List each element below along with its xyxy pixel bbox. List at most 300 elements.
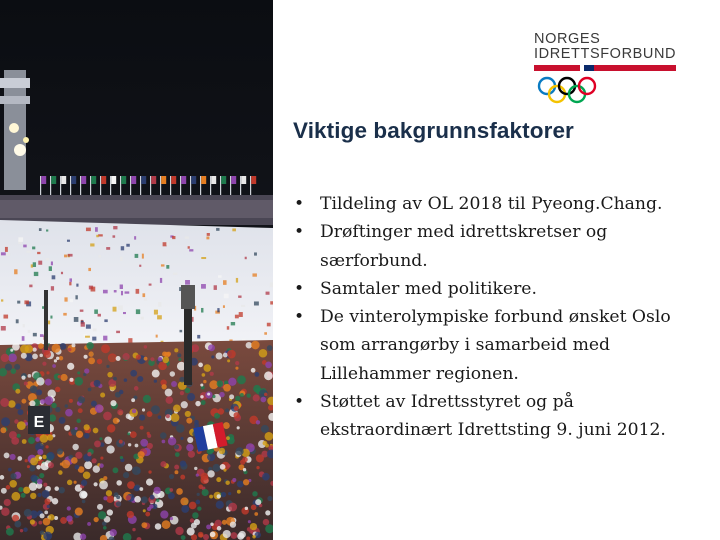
- crowd-person: [219, 448, 225, 454]
- crowd-person: [124, 378, 128, 382]
- flag: [221, 176, 226, 184]
- athlete-mark: [188, 246, 190, 248]
- flag: [241, 176, 246, 184]
- crowd-person: [196, 500, 201, 505]
- flag: [231, 176, 236, 184]
- athlete-mark: [121, 246, 124, 250]
- crowd-person: [228, 503, 237, 512]
- athlete-mark: [144, 298, 147, 300]
- crowd-person: [35, 437, 40, 442]
- crowd-person: [216, 501, 224, 509]
- crowd-person: [1, 488, 7, 494]
- crowd-person: [72, 444, 78, 450]
- athlete-mark: [49, 266, 52, 271]
- athlete-mark: [81, 322, 85, 327]
- crowd-person: [228, 378, 236, 386]
- crowd-person: [251, 504, 257, 510]
- bullet-text: Samtaler med politikere.: [320, 278, 537, 299]
- athlete-mark: [68, 254, 73, 257]
- crowd-person: [189, 502, 197, 510]
- crowd-person: [188, 451, 195, 458]
- athlete-mark: [224, 294, 229, 299]
- crowd-person: [81, 480, 87, 486]
- athlete-mark: [26, 250, 30, 252]
- athlete-mark: [160, 278, 162, 283]
- crowd-person: [170, 517, 173, 520]
- athlete-mark: [266, 292, 270, 295]
- crowd-person: [58, 375, 62, 379]
- crowd-person: [225, 408, 229, 412]
- flag-pole: [80, 176, 81, 198]
- crowd-person: [181, 505, 189, 513]
- ceremony-photo: [0, 0, 273, 540]
- flag: [61, 176, 66, 184]
- olympic-rings-icon: [537, 76, 599, 106]
- crowd-person: [39, 354, 43, 358]
- athlete-mark: [154, 310, 158, 315]
- crowd-person: [155, 523, 162, 530]
- crowd-person: [161, 384, 166, 389]
- crowd-person: [162, 351, 167, 356]
- flag-pole: [180, 176, 181, 198]
- crowd-person: [107, 372, 112, 377]
- crowd-person: [104, 436, 112, 444]
- crowd-person: [236, 447, 244, 455]
- athlete-mark: [232, 228, 236, 231]
- crowd-person: [15, 403, 21, 409]
- athlete-mark: [74, 317, 79, 322]
- crowd-person: [55, 407, 60, 412]
- crowd-person: [83, 472, 91, 480]
- athlete-mark: [86, 228, 91, 232]
- athlete-mark: [114, 290, 117, 292]
- crowd-person: [75, 427, 78, 430]
- crowd-person: [186, 444, 193, 451]
- crowd-person: [28, 437, 35, 444]
- athlete-mark: [106, 247, 110, 250]
- athlete-mark: [185, 280, 190, 285]
- flag: [121, 176, 126, 184]
- crowd-person: [154, 379, 157, 382]
- crowd-person: [265, 510, 270, 515]
- flag: [151, 176, 156, 184]
- crowd-person: [204, 364, 212, 372]
- flag-pole: [190, 176, 191, 198]
- crowd-person: [14, 521, 21, 528]
- crowd-person: [132, 528, 135, 531]
- crowd-person: [237, 426, 240, 429]
- crowd-person: [114, 492, 119, 497]
- slide-title: Viktige bakgrunnsfaktorer: [293, 118, 574, 143]
- crowd-person: [1, 417, 10, 426]
- crowd-person: [135, 444, 139, 448]
- crowd-person: [43, 532, 52, 540]
- crowd-person: [223, 353, 228, 358]
- crowd-person: [174, 444, 179, 449]
- athlete-mark: [32, 247, 35, 250]
- crowd-person: [4, 452, 10, 458]
- athlete-mark: [231, 322, 235, 325]
- crowd-person: [263, 519, 269, 525]
- crowd-person: [143, 509, 146, 512]
- crowd-person: [217, 494, 221, 498]
- crowd-person: [113, 377, 117, 381]
- crowd-person: [191, 344, 199, 352]
- crowd-person: [228, 492, 231, 495]
- athlete-mark: [126, 244, 129, 247]
- crowd-person: [123, 353, 130, 360]
- athlete-mark: [103, 290, 108, 294]
- crowd-person: [197, 506, 201, 510]
- crowd-person: [54, 486, 58, 490]
- athlete-mark: [214, 285, 217, 290]
- crowd-person: [235, 367, 238, 370]
- crowd-person: [263, 441, 268, 446]
- crowd-person: [251, 368, 256, 373]
- crowd-person: [36, 377, 44, 385]
- crowd-person: [74, 465, 79, 470]
- bullet-item: [294, 388, 704, 445]
- bullet-item: [294, 190, 704, 218]
- crowd-person: [255, 499, 261, 505]
- crowd-person: [180, 391, 184, 395]
- crowd-person: [206, 524, 211, 529]
- athlete-mark: [163, 242, 167, 246]
- crowd-person: [175, 527, 183, 535]
- athlete-mark: [201, 257, 206, 259]
- athlete-mark: [37, 252, 40, 254]
- crowd-person: [20, 529, 23, 532]
- crowd-person: [141, 496, 148, 503]
- flag-pole: [240, 176, 241, 198]
- crowd-person: [60, 343, 67, 350]
- flag: [201, 176, 206, 184]
- flag: [251, 176, 256, 184]
- athlete-mark: [207, 233, 210, 236]
- athlete-mark: [217, 308, 219, 312]
- crowd-person: [162, 520, 171, 529]
- athlete-mark: [128, 338, 132, 343]
- athlete-mark: [116, 331, 120, 333]
- crowd-person: [202, 489, 209, 496]
- flag: [131, 176, 136, 184]
- crowd-person: [44, 396, 53, 405]
- crowd-person: [173, 405, 181, 413]
- crowd-person: [200, 395, 203, 398]
- athlete-mark: [33, 262, 36, 267]
- crowd-person: [170, 371, 175, 376]
- crowd-person: [27, 465, 30, 468]
- logo-text-line2: IDRETTSFORBUND: [534, 46, 677, 62]
- crowd-person: [8, 468, 12, 472]
- crowd-person: [51, 403, 56, 408]
- athlete-mark: [94, 309, 98, 313]
- athlete-mark: [125, 291, 130, 293]
- flag-pole: [140, 176, 141, 198]
- crowd-person: [194, 467, 197, 470]
- crowd-person: [180, 437, 183, 440]
- crowd-person: [30, 385, 38, 393]
- crowd-person: [22, 439, 27, 444]
- crowd-person: [264, 371, 273, 380]
- crowd-person: [11, 492, 20, 501]
- crowd-person: [147, 411, 153, 417]
- crowd-person: [175, 452, 180, 457]
- athlete-mark: [61, 272, 63, 274]
- crowd-person: [245, 507, 248, 510]
- athlete-mark: [90, 243, 94, 246]
- flag-pole: [50, 176, 51, 198]
- athlete-mark: [75, 295, 77, 299]
- crowd-person: [231, 532, 238, 539]
- crowd-person: [227, 359, 230, 362]
- crowd-person: [42, 490, 50, 498]
- flag-pole: [170, 176, 171, 198]
- bullet-dot: •: [294, 222, 305, 243]
- athlete-mark: [22, 336, 25, 341]
- athlete-mark: [254, 301, 259, 305]
- crowd-person: [195, 401, 200, 406]
- crowd-person: [221, 492, 226, 497]
- crowd-person: [17, 434, 21, 438]
- crowd-person: [112, 467, 118, 473]
- athlete-mark: [236, 278, 238, 283]
- crowd-person: [30, 493, 36, 499]
- crowd-person: [59, 487, 65, 493]
- athlete-mark: [180, 330, 183, 332]
- crowd-person: [39, 456, 42, 459]
- crowd-person: [243, 479, 249, 485]
- athlete-mark: [1, 326, 6, 331]
- crowd-person: [43, 518, 51, 526]
- crowd-person: [106, 490, 112, 496]
- crowd-person: [97, 359, 103, 365]
- crowd-person: [259, 349, 268, 358]
- crowd-person: [72, 343, 76, 347]
- crowd-person: [201, 473, 209, 481]
- crowd-person: [78, 396, 85, 403]
- flag: [111, 176, 116, 184]
- crowd-person: [207, 393, 210, 396]
- crowd-person: [180, 460, 186, 466]
- crowd-person: [106, 365, 109, 368]
- crowd-person: [158, 357, 163, 362]
- crowd-person: [216, 353, 223, 360]
- athlete-mark: [80, 310, 84, 312]
- athlete-mark: [238, 295, 241, 297]
- crowd-person: [10, 473, 16, 479]
- crowd-person: [180, 497, 188, 505]
- crowd-person: [1, 508, 9, 516]
- flag-pole: [210, 176, 211, 198]
- crowd-person: [113, 418, 119, 424]
- crowd-person: [21, 399, 26, 404]
- athlete-mark: [104, 319, 107, 322]
- crowd-person: [210, 372, 214, 376]
- crowd-person: [128, 443, 131, 446]
- crowd-person: [64, 425, 70, 431]
- crowd-person: [76, 431, 83, 438]
- crowd-person: [194, 420, 199, 425]
- crowd-person: [196, 473, 199, 476]
- light-tower: [0, 70, 30, 190]
- crowd-person: [54, 359, 57, 362]
- athlete-mark: [149, 284, 152, 286]
- crowd-person: [67, 506, 71, 510]
- bullet-item: [294, 218, 704, 275]
- athlete-mark: [172, 236, 175, 239]
- athlete-mark: [92, 337, 96, 341]
- crowd-person: [116, 480, 122, 486]
- crowd-person: [21, 376, 25, 380]
- crowd-person: [144, 357, 148, 361]
- crowd-person: [252, 491, 257, 496]
- crowd-person: [247, 394, 251, 398]
- flag: [41, 176, 46, 184]
- athlete-mark: [267, 323, 271, 327]
- athlete-mark: [91, 287, 96, 292]
- crowd-person: [158, 415, 162, 419]
- crowd-person: [40, 399, 45, 404]
- crowd-person: [192, 512, 198, 518]
- athlete-mark: [88, 268, 91, 271]
- athlete-mark: [103, 336, 107, 341]
- crowd-person: [66, 515, 72, 521]
- crowd-person: [232, 478, 236, 482]
- flag: [81, 176, 86, 184]
- athlete-mark: [139, 265, 141, 267]
- crowd-person: [84, 433, 90, 439]
- crowd-person: [11, 437, 19, 445]
- athlete-mark: [16, 319, 19, 323]
- crowd-person: [45, 379, 52, 386]
- crowd-person: [97, 504, 103, 510]
- crowd-person: [168, 437, 176, 445]
- crowd-person: [116, 356, 121, 361]
- crowd-person: [186, 418, 192, 424]
- crowd-person: [37, 449, 43, 455]
- crowd-person: [88, 357, 95, 364]
- crowd-person: [69, 378, 73, 382]
- crowd-person: [169, 488, 173, 492]
- crowd-person: [185, 411, 191, 417]
- crowd-person: [44, 498, 50, 504]
- crowd-person: [209, 495, 213, 499]
- athlete-mark: [3, 315, 8, 319]
- athlete-mark: [24, 300, 28, 304]
- crowd-person: [68, 348, 72, 352]
- athlete-mark: [93, 328, 97, 331]
- athlete-mark: [18, 237, 23, 242]
- athlete-mark: [95, 227, 98, 232]
- athlete-mark: [76, 284, 78, 287]
- athlete-mark: [252, 273, 256, 276]
- crowd-person: [80, 534, 86, 540]
- crowd-person: [107, 509, 113, 515]
- crowd-person: [212, 464, 220, 472]
- crowd-person: [127, 432, 130, 435]
- crowd-person: [94, 517, 99, 522]
- crowd-person: [79, 491, 87, 499]
- athlete-mark: [51, 261, 53, 265]
- athlete-mark: [28, 330, 31, 333]
- athlete-mark: [216, 228, 219, 231]
- crowd-person: [139, 487, 143, 491]
- crowd-person: [8, 400, 16, 408]
- crowd-person: [210, 523, 214, 527]
- crowd-person: [28, 374, 32, 378]
- athlete-mark: [121, 291, 123, 295]
- crowd-person: [84, 368, 89, 373]
- crowd-person: [137, 376, 143, 382]
- crowd-person: [217, 526, 222, 531]
- crowd-person: [223, 384, 231, 392]
- flag-pole: [60, 176, 61, 198]
- crowd-person: [99, 481, 108, 490]
- crowd-person: [162, 357, 169, 364]
- athlete-mark: [235, 315, 239, 319]
- crowd-person: [24, 509, 32, 517]
- athlete-mark: [67, 240, 70, 242]
- crowd-person: [181, 401, 188, 408]
- athlete-mark: [38, 261, 42, 265]
- crowd-person: [60, 517, 67, 524]
- athlete-mark: [135, 254, 139, 258]
- athlete-mark: [34, 272, 38, 276]
- crowd-person: [52, 364, 56, 368]
- athlete-mark: [46, 229, 48, 231]
- crowd-person: [99, 437, 102, 440]
- crowd-person: [261, 425, 269, 433]
- bullet-text: De vinterolympiske forbund ønsket Oslo som arrangørby i samarbeid med Lillehammer regionen.: [320, 307, 671, 384]
- crowd-person: [88, 351, 93, 356]
- logo-text-line1: NORGES: [534, 31, 601, 47]
- athlete-mark: [52, 275, 56, 279]
- athlete-mark: [206, 236, 209, 239]
- crowd-person: [148, 470, 151, 473]
- crowd-person: [251, 341, 260, 350]
- crowd-person: [69, 399, 73, 403]
- flag-pole: [250, 176, 251, 198]
- crowd-person: [240, 393, 244, 397]
- crowd-person: [169, 474, 174, 479]
- athlete-mark: [166, 242, 169, 246]
- bullet-dot: •: [294, 194, 305, 214]
- athlete-mark: [201, 284, 206, 289]
- crowd-person: [215, 520, 222, 527]
- crowd-person: [187, 437, 193, 443]
- crowd-person: [23, 528, 27, 532]
- athlete-mark: [14, 269, 17, 274]
- flag: [171, 176, 176, 184]
- flag-pole: [120, 176, 121, 198]
- crowd-person: [17, 456, 22, 461]
- crowd-person: [198, 362, 203, 367]
- crowd-person: [25, 459, 28, 462]
- athlete-mark: [201, 308, 203, 313]
- crowd-person: [67, 363, 74, 370]
- crowd-person: [44, 351, 51, 358]
- athlete-mark: [98, 234, 103, 236]
- crowd-person: [120, 456, 123, 459]
- crowd-person: [0, 427, 6, 433]
- crowd-person: [87, 452, 91, 456]
- crowd-person: [21, 353, 27, 359]
- crowd-person: [6, 528, 14, 536]
- crowd-person: [14, 419, 18, 423]
- crowd-person: [185, 388, 191, 394]
- crowd-person: [235, 361, 239, 365]
